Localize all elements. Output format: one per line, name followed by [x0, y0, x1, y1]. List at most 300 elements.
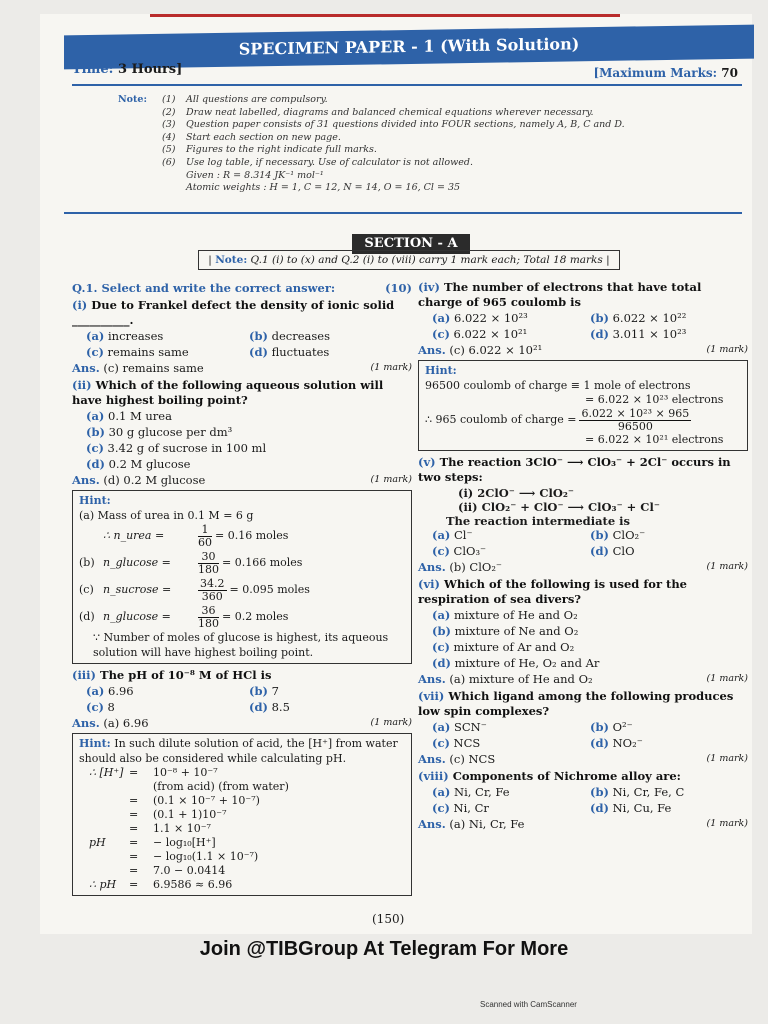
hint-calc-numerator: 30	[198, 551, 219, 564]
note-item	[162, 132, 625, 145]
note-item	[162, 107, 625, 120]
telegram-promo-text: Join @TIBGroup At Telegram For More	[199, 938, 569, 960]
header-rule	[72, 84, 742, 86]
note-item-text: Start each section on new page.	[186, 131, 341, 143]
question-text	[72, 298, 412, 328]
option-letter: (b)	[249, 684, 268, 698]
option-letter: (a)	[86, 329, 105, 343]
option	[590, 720, 748, 735]
mark-allotted: (1 mark)	[706, 344, 748, 355]
option	[86, 345, 249, 360]
answer-line	[418, 816, 748, 832]
option-list	[432, 311, 748, 342]
hint-ph-eq: =	[129, 808, 139, 821]
hint-ph-eq: =	[129, 850, 139, 863]
answer	[72, 715, 149, 731]
answer-line	[418, 559, 748, 575]
answer-text: (a) mixture of He and O₂	[449, 672, 593, 686]
question-text	[418, 280, 748, 310]
section-note-text: Q.1 (i) to (x) and Q.2 (i) to (viii) carry 1 mark each; Total 18 marks	[250, 254, 603, 266]
option-letter: (c)	[432, 640, 450, 654]
question-vii	[418, 689, 748, 767]
option-text: increases	[108, 329, 164, 343]
option	[432, 544, 590, 559]
hint-ph-lhs	[89, 808, 129, 822]
option-text: ClO₂⁻	[612, 528, 646, 542]
hint-ph-rhs: (0.1 + 1)10⁻⁷	[153, 808, 227, 821]
hint-ph-eq: =	[129, 878, 139, 891]
option	[86, 457, 412, 472]
q1-heading-marks: (10)	[385, 281, 412, 295]
option	[432, 624, 748, 639]
note-item	[162, 144, 625, 157]
hint-calc-fraction	[198, 578, 227, 603]
answer-line	[418, 671, 748, 687]
option-text: 7	[271, 684, 279, 698]
hint-calc-numerator: 1	[198, 524, 212, 537]
answer	[72, 472, 205, 488]
option-text: mixture of He, O₂ and Ar	[454, 656, 600, 670]
hint-ph-row	[89, 780, 405, 794]
option-letter: (b)	[590, 311, 609, 325]
option	[249, 329, 412, 344]
option	[432, 608, 748, 623]
option-text: NCS	[453, 736, 481, 750]
hint-calc-row	[79, 577, 405, 604]
option	[432, 327, 590, 342]
option	[249, 684, 412, 699]
hint-ph-row	[89, 794, 405, 808]
option-letter: (a)	[432, 720, 451, 734]
question-subtext: The reaction intermediate is	[446, 514, 631, 528]
note-rule	[64, 212, 742, 214]
hint-calc-denominator: 60	[198, 536, 212, 549]
left-column	[72, 280, 412, 900]
hint-iv-line1: 96500 coulomb of charge ≡ 1 mole of electrons	[425, 378, 691, 392]
question-number: (ii)	[72, 378, 92, 392]
option-text: mixture of He and O₂	[454, 608, 578, 622]
note-item-text: Use log table, if necessary. Use of calculator is not allowed.	[186, 156, 473, 168]
hint-ph-rhs: − log₁₀[H⁺]	[153, 836, 216, 849]
note-list	[162, 94, 625, 195]
option-letter: (d)	[590, 327, 609, 341]
question-stem: Components of Nichrome alloy are:	[452, 769, 681, 783]
hint-ph-eq: =	[129, 766, 139, 779]
maximum-marks	[593, 66, 738, 80]
note-item-number: (2)	[162, 106, 176, 118]
answer-label: Ans.	[418, 752, 446, 766]
option-letter: (a)	[432, 785, 451, 799]
section-note: | Note: Q.1 (i) to (x) and Q.2 (i) to (viii) carry 1 mark each; Total 18 marks |	[198, 250, 620, 270]
option-letter: (d)	[432, 656, 451, 670]
hint-ph-rhs: 7.0 − 0.0414	[153, 864, 226, 877]
option-list	[86, 329, 412, 360]
answer-line	[72, 360, 412, 376]
option-text: remains same	[107, 345, 189, 359]
hint-ph-rhs: (0.1 × 10⁻⁷ + 10⁻⁷)	[153, 794, 260, 807]
option	[432, 720, 590, 735]
hint-ph-eq: =	[129, 822, 139, 835]
question-text	[418, 455, 748, 485]
question-stem: Which ligand among the following produces low spin complexes?	[418, 689, 734, 718]
answer	[418, 342, 542, 358]
hint-ph-lhs	[89, 864, 129, 878]
option-list	[86, 684, 412, 715]
hint-calc-fraction	[198, 551, 219, 576]
hint-ph-lhs: pH	[89, 836, 106, 849]
mark-allotted: (1 mark)	[370, 362, 412, 373]
question-number: (i)	[72, 298, 88, 312]
question-ii	[72, 378, 412, 488]
question-number: (vi)	[418, 577, 440, 591]
hint-iv	[418, 360, 748, 451]
hint-iv-denominator: 96500	[617, 419, 653, 433]
question-stem: Which of the following aqueous solution will have highest boiling point?	[72, 378, 384, 407]
answer	[418, 816, 524, 832]
option-text: Ni, Cu, Fe	[612, 801, 672, 815]
option-letter: (b)	[590, 528, 609, 542]
hint-iii	[72, 733, 412, 896]
paper-title-banner: SPECIMEN PAPER - 1 (With Solution)	[64, 25, 754, 70]
hint-ph-row	[89, 850, 405, 864]
answer-label: Ans.	[418, 560, 446, 574]
hint-ph-rhs: 6.9586 ≈ 6.96	[153, 878, 233, 891]
hint-calc-row	[79, 604, 405, 631]
answer-text: (d) 0.2 M glucose	[103, 473, 206, 487]
option-text: 3.011 × 10²³	[612, 327, 687, 341]
option-letter: (d)	[590, 544, 609, 558]
hint-calc-symbol: ∴ n_urea =	[103, 529, 165, 543]
hint-ii-line1: (a) Mass of urea in 0.1 M = 6 g	[79, 508, 254, 522]
mark-allotted: (1 mark)	[370, 474, 412, 485]
answer-label: Ans.	[418, 817, 446, 831]
hint-ph-row	[89, 864, 405, 878]
option-letter: (b)	[86, 425, 105, 439]
option	[432, 801, 590, 816]
option-letter: (b)	[249, 329, 268, 343]
marks-value: 70	[721, 66, 738, 80]
option-list	[86, 409, 412, 472]
option-text: 6.022 × 10²¹	[453, 327, 528, 341]
question-i	[72, 298, 412, 376]
hint-ph-rhs: 10⁻⁸ + 10⁻⁷	[153, 766, 218, 779]
hint-calc-value: = 0.16 moles	[215, 529, 289, 543]
option	[590, 528, 748, 543]
option-text: decreases	[271, 329, 330, 343]
hint-calc-symbol: n_glucose =	[103, 610, 171, 624]
option-text: Cl⁻	[454, 528, 473, 542]
note-item-number: (3)	[162, 119, 176, 131]
section-title: SECTION - A	[352, 234, 470, 254]
option	[86, 425, 412, 440]
hint-ph-lhs	[89, 794, 129, 808]
question-text	[72, 668, 412, 683]
option-list	[432, 720, 748, 751]
option	[432, 311, 590, 326]
hint-ph-row	[89, 808, 405, 822]
hint-iv-line3: ∴ 965 coulomb of charge =	[425, 412, 577, 426]
option	[590, 785, 748, 800]
option-letter: (a)	[432, 311, 451, 325]
question-number: (viii)	[418, 769, 449, 783]
mark-allotted: (1 mark)	[706, 673, 748, 684]
hint-ph-lhs	[89, 822, 129, 836]
hint-ph-lhs	[89, 850, 129, 864]
hint-calc-fraction	[198, 605, 219, 630]
hint-calc-denominator: 180	[198, 617, 219, 630]
option	[86, 441, 412, 456]
option-text: 8	[107, 700, 115, 714]
option	[590, 544, 748, 559]
hint-ph-row	[89, 878, 405, 892]
hint-calc-value: = 0.2 moles	[222, 610, 289, 624]
option	[86, 684, 249, 699]
note-item-number: (4)	[162, 131, 176, 143]
hint-ph-eq: =	[129, 836, 139, 849]
time-allowed	[72, 62, 182, 77]
hint-calc-row	[79, 550, 405, 577]
question-number: (vii)	[418, 689, 445, 703]
note-item	[162, 94, 625, 107]
option-text: Ni, Cr, Fe	[454, 785, 510, 799]
hint-calc-value: = 0.095 moles	[229, 583, 310, 597]
hint-calc-value: = 0.166 moles	[222, 556, 303, 570]
answer-line	[418, 751, 748, 767]
hint-iv-line2: = 6.022 × 10²³ electrons	[585, 393, 724, 406]
answer-text: (a) 6.96	[103, 716, 149, 730]
note-item-text: Question paper consists of 31 questions divided into FOUR sections, namely A, B, C and D.	[186, 119, 625, 131]
note-item	[162, 157, 625, 170]
option-text: ClO₃⁻	[453, 544, 487, 558]
hint-ph-rhs: (from acid) (from water)	[153, 780, 289, 793]
question-number: (iv)	[418, 280, 440, 294]
option-letter: (d)	[249, 345, 268, 359]
hint-iv-numerator: 6.022 × 10²³ × 965	[581, 406, 690, 420]
answer-label: Ans.	[418, 672, 446, 686]
hint-iii-rows	[89, 766, 405, 892]
section-note-label: Note:	[215, 254, 248, 266]
hint-calc-fraction	[198, 524, 212, 549]
hint-calc-row	[79, 523, 405, 550]
q1-heading-text: Q.1. Select and write the correct answer:	[72, 281, 336, 295]
answer	[418, 751, 495, 767]
option	[432, 640, 748, 655]
option-list	[432, 608, 748, 671]
hint-ii-rows	[79, 523, 405, 631]
question-stem: The pH of 10⁻⁸ M of HCl is	[100, 668, 272, 682]
answer-text: (a) Ni, Cr, Fe	[449, 817, 525, 831]
hint-ph-row	[89, 766, 405, 780]
hint-iii-label: Hint:	[79, 737, 111, 750]
option-text: 6.96	[108, 684, 134, 698]
answer-line	[72, 472, 412, 488]
hint-ph-row	[89, 836, 405, 850]
answer-label: Ans.	[72, 361, 100, 375]
option-text: 6.022 × 10²²	[612, 311, 687, 325]
note-item	[162, 182, 625, 195]
option-letter: (c)	[86, 441, 104, 455]
option-letter: (a)	[86, 684, 105, 698]
note-item	[162, 170, 625, 183]
note-item-number: (1)	[162, 94, 176, 105]
option	[590, 327, 748, 342]
answer-line	[72, 715, 412, 731]
option	[432, 528, 590, 543]
hint-iv-fraction	[579, 408, 691, 433]
answer-label: Ans.	[72, 716, 100, 730]
question-vi	[418, 577, 748, 687]
hint-ph-eq: =	[129, 864, 139, 877]
hint-ph-lhs	[89, 780, 129, 794]
question-number: (v)	[418, 455, 436, 469]
option-list	[432, 785, 748, 816]
hint-ii	[72, 490, 412, 664]
option	[590, 801, 748, 816]
time-value: 3 Hours]	[117, 62, 183, 77]
option-text: SCN⁻	[454, 720, 487, 734]
hint-calc-tag: (b)	[79, 556, 95, 570]
option-letter: (b)	[590, 785, 609, 799]
option-letter: (a)	[86, 409, 105, 423]
hint-iv-line4: = 6.022 × 10²¹ electrons	[585, 432, 724, 446]
question-v	[418, 455, 748, 575]
hint-ph-rhs: 1.1 × 10⁻⁷	[153, 822, 211, 835]
top-rule	[150, 14, 620, 17]
note-item-text: All questions are compulsory.	[186, 94, 328, 105]
option-text: O²⁻	[612, 720, 633, 734]
option-text: 6.022 × 10²³	[454, 311, 528, 325]
question-text	[418, 689, 748, 719]
option-text: 0.1 M urea	[108, 409, 172, 423]
option	[590, 736, 748, 751]
question-iii	[72, 668, 412, 731]
hint-ii-label: Hint:	[79, 494, 111, 507]
note-item-text: Given : R = 8.314 JK⁻¹ mol⁻¹	[186, 169, 324, 181]
option-letter: (d)	[86, 457, 105, 471]
question-iv	[418, 280, 748, 358]
question-stem: Due to Frankel defect the density of ionic solid __________.	[72, 298, 395, 327]
mark-allotted: (1 mark)	[706, 753, 748, 764]
reaction-step: (ii) ClO₂⁻ + ClO⁻ ⟶ ClO₃⁻ + Cl⁻	[458, 500, 660, 514]
hint-calc-tag: (c)	[79, 583, 94, 597]
question-viii	[418, 769, 748, 832]
mark-allotted: (1 mark)	[370, 717, 412, 728]
reaction-step: (i) 2ClO⁻ ⟶ ClO₂⁻	[458, 486, 575, 500]
option-letter: (c)	[432, 327, 450, 341]
option	[86, 700, 249, 715]
hint-ph-eq: =	[129, 794, 139, 807]
option-letter: (c)	[86, 700, 104, 714]
hint-iv-label: Hint:	[425, 364, 457, 377]
answer-text: (c) 6.022 × 10²¹	[449, 343, 543, 357]
option	[86, 409, 412, 424]
hint-calc-denominator: 360	[201, 590, 223, 603]
option-text: fluctuates	[271, 345, 330, 359]
option-text: mixture of Ne and O₂	[454, 624, 579, 638]
answer-line	[418, 342, 748, 358]
option-letter: (a)	[432, 528, 451, 542]
answer	[418, 671, 593, 687]
option-text: 30 g glucose per dm³	[108, 425, 233, 439]
option-text: Ni, Cr, Fe, C	[612, 785, 685, 799]
note-item-text: Atomic weights : H = 1, C = 12, N = 14, O = 16, Cl = 35	[186, 182, 461, 194]
hint-ii-conclusion: ∵ Number of moles of glucose is highest, its aqueous solution will have highest boiling point.	[93, 631, 389, 659]
option-letter: (d)	[249, 700, 268, 714]
option-text: ClO	[612, 544, 635, 558]
option	[432, 656, 748, 671]
question-stem: The number of electrons that have total charge of 965 coulomb is	[418, 280, 702, 309]
note-item-number: (6)	[162, 156, 176, 168]
option-text: 3.42 g of sucrose in 100 ml	[107, 441, 267, 455]
time-label: Time:	[72, 62, 114, 77]
hint-ph-lhs: ∴ pH	[89, 878, 117, 891]
hint-calc-tag: (d)	[79, 610, 95, 624]
option-letter: (d)	[590, 736, 609, 750]
mark-allotted: (1 mark)	[706, 561, 748, 572]
mark-allotted: (1 mark)	[706, 818, 748, 829]
hint-iii-text: In such dilute solution of acid, the [H⁺] from water should also be considered while calculating pH.	[79, 737, 398, 765]
option-letter: (d)	[590, 801, 609, 815]
answer-label: Ans.	[418, 343, 446, 357]
marks-label: [Maximum Marks:	[593, 66, 718, 80]
option-text: NO₂⁻	[612, 736, 643, 750]
question-stem: The reaction 3ClO⁻ ⟶ ClO₃⁻ + 2Cl⁻ occurs in two steps:	[418, 455, 731, 484]
option-list	[432, 528, 748, 559]
question-text	[72, 378, 412, 408]
option-letter: (a)	[432, 608, 451, 622]
answer	[418, 559, 502, 575]
hint-ph-row	[89, 822, 405, 836]
hint-ph-eq	[129, 780, 153, 794]
option-letter: (c)	[86, 345, 104, 359]
option-letter: (c)	[432, 801, 450, 815]
question-text	[418, 577, 748, 607]
option	[86, 329, 249, 344]
hint-calc-symbol: n_glucose =	[103, 556, 171, 570]
note-item-number: (5)	[162, 144, 176, 156]
q1-heading	[72, 280, 412, 296]
answer-text: (b) ClO₂⁻	[449, 560, 502, 574]
page-number: (150)	[372, 912, 405, 926]
option	[249, 345, 412, 360]
answer-text: (c) NCS	[449, 752, 496, 766]
hint-ph-lhs: ∴ [H⁺]	[89, 766, 124, 779]
note-item-text: Draw neat labelled, diagrams and balanced chemical equations wherever necessary.	[186, 106, 594, 118]
scanner-watermark: Scanned with CamScanner	[480, 1000, 577, 1009]
note-item	[162, 119, 625, 132]
question-text	[418, 769, 748, 784]
hint-calc-numerator: 36	[198, 605, 219, 618]
hint-calc-numerator: 34.2	[200, 577, 225, 590]
option-text: mixture of Ar and O₂	[453, 640, 575, 654]
right-column	[418, 278, 748, 832]
hint-calc-symbol: n_sucrose =	[103, 583, 172, 597]
option	[432, 736, 590, 751]
note-item-text: Figures to the right indicate full marks.	[186, 144, 377, 156]
question-stem: Which of the following is used for the respiration of sea divers?	[418, 577, 687, 606]
question-number: (iii)	[72, 668, 96, 682]
hint-ph-rhs: − log₁₀(1.1 × 10⁻⁷)	[153, 850, 259, 863]
answer-text: (c) remains same	[103, 361, 204, 375]
note-label: Note:	[118, 94, 147, 105]
option-letter: (c)	[432, 544, 450, 558]
option	[590, 311, 748, 326]
option	[432, 785, 590, 800]
option-text: 0.2 M glucose	[108, 457, 191, 471]
option-letter: (b)	[590, 720, 609, 734]
option-text: Ni, Cr	[453, 801, 489, 815]
answer-label: Ans.	[72, 473, 100, 487]
